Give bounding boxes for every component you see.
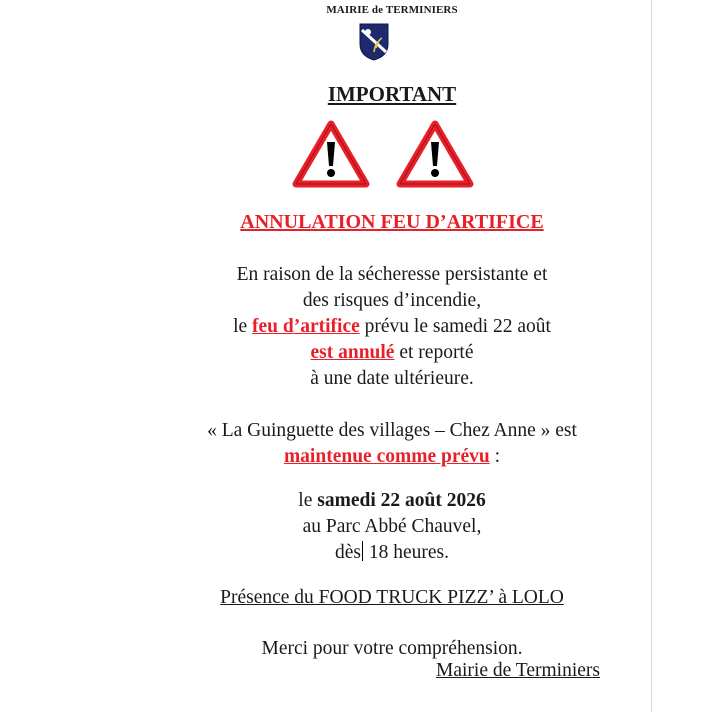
announcement-line-3 xyxy=(0,314,712,340)
signature: Mairie de Terminiers xyxy=(436,660,600,681)
guinguette-line-1: « La Guinguette des villages – Chez Anne » est xyxy=(207,420,577,441)
thanks-line: Merci pour votre compréhension. xyxy=(261,638,523,659)
maintained-highlight: maintenue comme prévu xyxy=(283,446,490,467)
event-date-bold: samedi 22 août 2026 xyxy=(317,490,486,511)
announcement-line-2: des risques d’incendie, xyxy=(302,290,482,311)
event-location-line: au Parc Abbé Chauvel, xyxy=(302,516,482,537)
fireworks-highlight: feu d’artifice xyxy=(252,316,360,337)
event-time-pre: dès xyxy=(334,542,361,563)
text-cursor xyxy=(362,541,363,561)
municipal-crest-icon xyxy=(358,22,390,62)
event-date-line xyxy=(0,488,712,514)
important-heading: IMPORTANT xyxy=(327,82,457,106)
event-date-pre: le xyxy=(298,490,318,511)
event-time-line xyxy=(0,540,712,566)
event-time-post: 18 heures. xyxy=(363,542,450,563)
mairie-header: MAIRIE de TERMINIERS xyxy=(326,4,458,16)
cancellation-title: ANNULATION FEU D’ARTIFICE xyxy=(240,211,544,233)
page-edge xyxy=(651,0,652,712)
guinguette-line-2-post: : xyxy=(489,446,501,467)
warning-triangle-icon xyxy=(396,120,474,188)
announcement-line-4-post: et reporté xyxy=(394,342,474,363)
announcement-line-3-post: prévu le samedi 22 août xyxy=(359,316,551,337)
cancelled-highlight: est annulé xyxy=(310,342,395,363)
announcement-line-5: à une date ultérieure. xyxy=(310,368,474,389)
announcement-line-1: En raison de la sécheresse persistante et xyxy=(236,264,548,285)
warning-triangle-icon xyxy=(292,120,370,188)
announcement-line-3-pre: le xyxy=(233,316,253,337)
announcement-line-4 xyxy=(0,340,712,366)
guinguette-line-2 xyxy=(0,444,712,470)
food-truck-line: Présence du FOOD TRUCK PIZZ’ à LOLO xyxy=(220,587,564,608)
